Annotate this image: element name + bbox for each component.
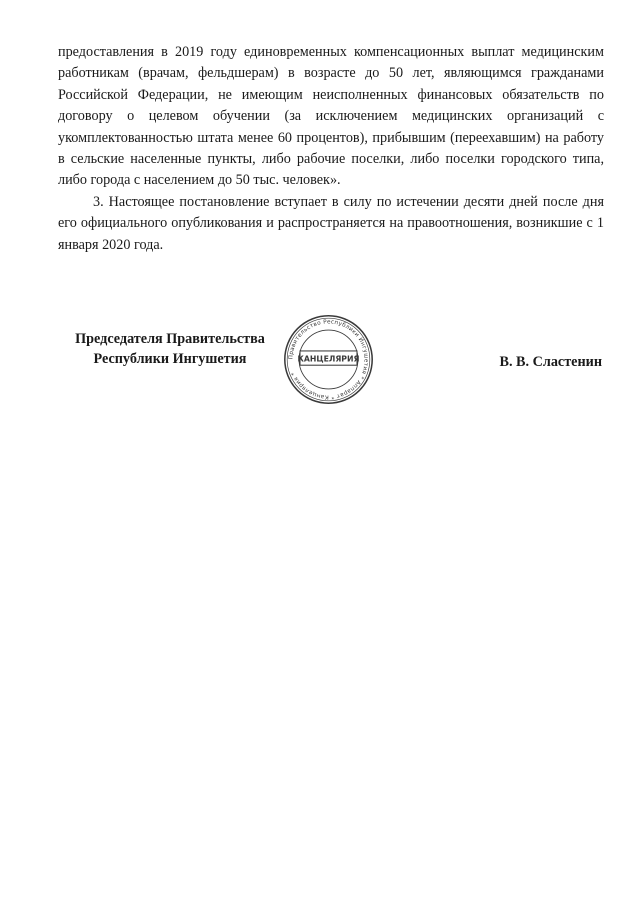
- signer-title-line1: Председателя Правительства: [75, 331, 265, 347]
- seal-center-text: КАНЦЕЛЯРИЯ: [297, 354, 360, 364]
- paragraph-effective-date: 3. Настоящее постановление вступает в силу по истечении десяти дней после дня его официального опубликования и распространяется на правоотношения, возникшие с 1 января 2020 года.: [58, 193, 604, 253]
- signer-name: В. В. Сластенин: [499, 354, 602, 370]
- signer-title-line2: Республики Ингушетия: [93, 351, 247, 367]
- seal-ring-text: Правительство Республики Ингушетия * Аппарат * Канцелярия *: [288, 319, 369, 400]
- document-body: [58, 42, 604, 256]
- signer-title: [60, 329, 280, 369]
- paragraph-continuation: предоставления в 2019 году единовременных компенсационных выплат медицинским работникам (врачам, фельдшерам) в возрасте до 50 лет, являющимся гражданами Российской Федерации, не имеющим неисполненных финансовых обязательств по договору о целевом обучении (за исключением медицинских организаций с укомплектованностью штата менее 60 процентов), прибывшим (переехавшим) на работу в сельские населенные пункты, либо рабочие поселки, либо поселки городского типа, либо города с населением до 50 тыс. человек».: [58, 44, 604, 189]
- official-seal-stamp: [281, 312, 376, 407]
